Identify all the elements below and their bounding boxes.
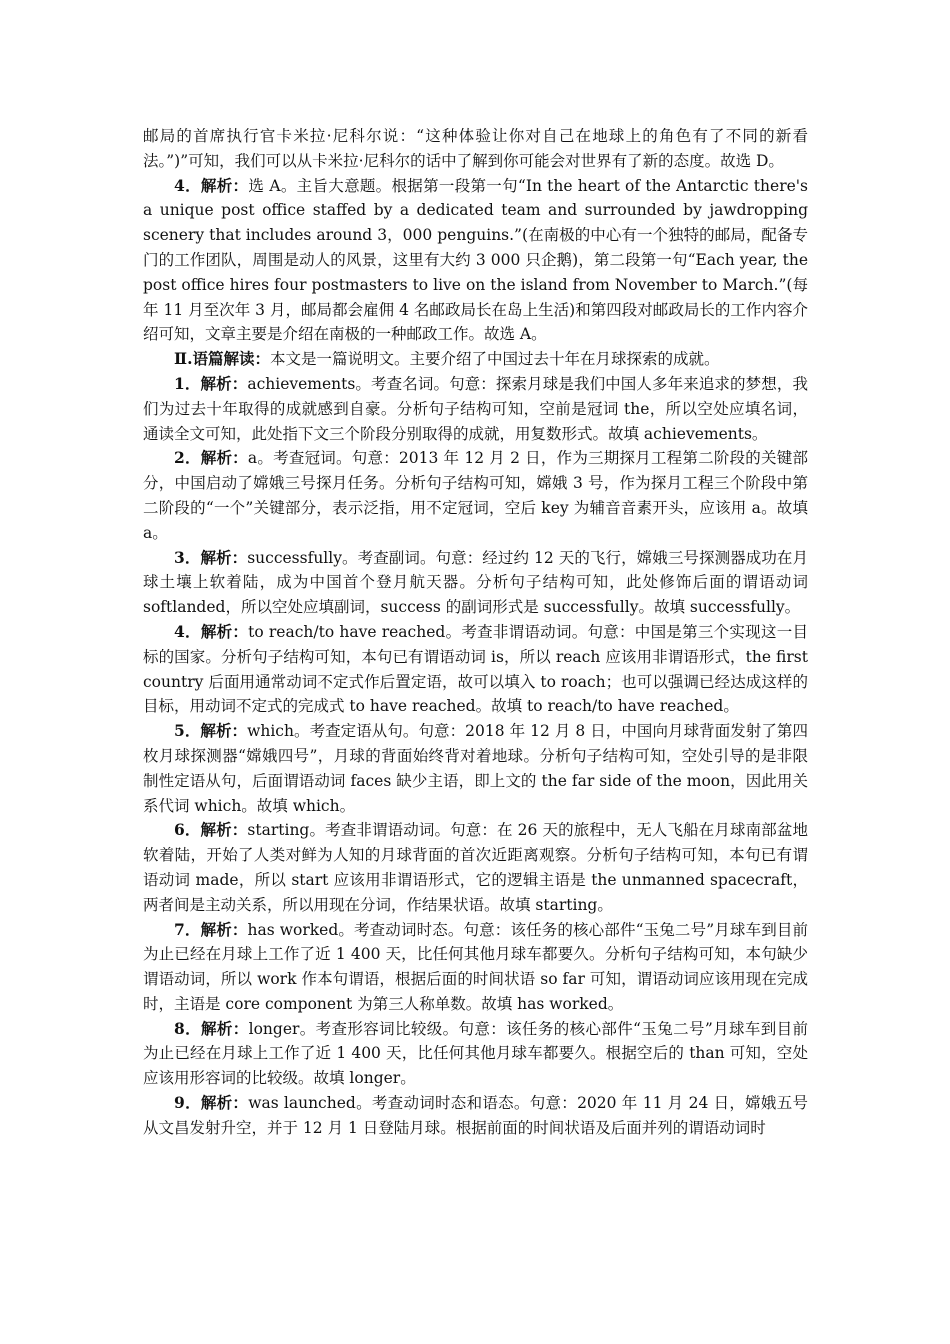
paragraph-text: 本文是一篇说明文。主要介绍了中国过去十年在月球探索的成就。 [269,350,720,369]
paragraph-5 [143,446,808,545]
paragraph-label: 4．解析： [174,621,249,641]
paragraph-text: starting。考查非谓语动词。句意：在 26 天的旅程中，无人飞船在月球南部盆地软着陆，开始了人类对鲜为人知的月球背面的首次近距离观察。分析句子结构可知，本句已有谓语动词 made，所以 start 应该用非谓语形式，它的逻辑主语是 the unmanned spacecraft，两者间是主动关系，所以用现在分词，作结果状语。故填 starting。 [143,821,808,914]
paragraph-label: 1．解析： [174,373,248,393]
paragraph-label: 2．解析： [174,448,248,468]
paragraph-text: longer。考查形容词比较级。句意：该任务的核心部件“玉兔二号”月球车到目前为止已经在月球上工作了近 1 400 天，比任何其他月球车都要久。根据空后的 than 可知，空处应该用形容词的比较级。故填 longer。 [143,1019,808,1088]
paragraph-10 [143,918,808,1017]
paragraph-text: achievements。考查名词。句意：探索月球是我们中国人多年来追求的梦想，我们为过去十年取得的成就感到自豪。分析句子结构可知，空前是冠词 the，所以空处应填名词，通读全文可知，此处指下文三个阶段分别取得的成就，用复数形式。故填 achievements。 [143,374,808,443]
paragraph-label: 4．解析： [174,175,249,195]
paragraph-12 [143,1091,808,1141]
paragraph-6 [143,546,808,620]
paragraph-1 [143,124,808,174]
paragraph-label: Ⅱ.语篇解读： [174,349,270,369]
paragraph-text: 邮局的首席执行官卡米拉·尼科尔说：“这种体验让你对自己在地球上的角色有了不同的新看法。”)”可知，我们可以从卡米拉·尼科尔的话中了解到你可能会对世界有了新的态度。故选 D。 [143,127,808,170]
paragraph-text: to reach/to have reached。考查非谓语动词。句意：中国是第三个实现这一目标的国家。分析句子结构可知，本句已有谓语动词 is，所以 reach 应该用非谓语形式，the first country 后面用通常动词不定式作后置定语，故可以填入 to roach；也可以强调已经达成这样的目标，用动词不定式的完成式 to have reached。故填 to reach/to have reached。 [143,622,808,716]
paragraph-text: was launched。考查动词时态和语态。句意：2020 年 11 月 24 日，嫦娥五号从文昌发射升空，并于 12 月 1 日登陆月球。根据前面的时间状语及后面并列的谓语动词时 [143,1094,809,1137]
paragraph-text: successfully。考查副词。句意：经过约 12 天的飞行，嫦娥三号探测器成功在月球土壤上软着陆，成为中国首个登月航天器。分析句子结构可知，此处修饰后面的谓语动词 softlanded，所以空处应填副词，success 的副词形式是 successfully。故填 successfully。 [143,548,808,617]
paragraph-3 [143,347,808,372]
paragraph-label: 3．解析： [174,547,248,567]
paragraph-7 [143,620,808,719]
paragraph-text: 选 A。主旨大意题。根据第一段第一句“In the heart of the Antarctic there's a unique post office staffed by a dedicated team and surrounded by jawdropping scenery that includes around 3，000 penguins.”(在南极的中心有一个独特的邮局，配备专门的工作团队，周围是动人的风景，这里有大约 3 000 只企鹅)，第二段第一句“Each year, the post office hires four postmasters to live on the island from November to March.”(每年 11 月至次年 3 月，邮局都会雇佣 4 名邮政局长在岛上生活)和第四段对邮政局长的工作内容介绍可知，文章主要是介绍在南极的一种邮政工作。故选 A。 [143,176,808,344]
paragraph-8 [143,719,808,818]
paragraph-label: 5．解析： [174,721,248,741]
paragraph-text: which。考查定语从句。句意：2018 年 12 月 8 日，中国向月球背面发射了第四枚月球探测器“嫦娥四号”，月球的背面始终背对着地球。分析句子结构可知，空处引导的是非限制性定语从句，后面谓语动词 faces 缺少主语，即上文的 the far side of the moon，因此用关系代词 which。故填 which。 [143,722,808,815]
paragraph-label: 8．解析： [174,1018,249,1038]
paragraph-9 [143,818,808,917]
paragraph-4 [143,372,808,446]
document-page [143,124,808,1141]
paragraph-label: 9．解析： [174,1093,249,1113]
paragraph-label: 7．解析： [174,919,248,939]
paragraph-11 [143,1017,808,1091]
paragraph-label: 6．解析： [174,820,248,840]
paragraph-text: a。考查冠词。句意：2013 年 12 月 2 日，作为三期探月工程第二阶段的关键部分，中国启动了嫦娥三号探月任务。分析句子结构可知，嫦娥 3 号，作为探月工程三个阶段中第二阶段的“一个”关键部分，表示泛指，用不定冠词，空后 key 为辅音音素开头，应该用 a。故填 a。 [143,449,808,542]
paragraph-text: has worked。考查动词时态。句意：该任务的核心部件“玉兔二号”月球车到目前为止已经在月球上工作了近 1 400 天，比任何其他月球车都要久。分析句子结构可知，本句缺少谓语动词，所以 work 作本句谓语，根据后面的时间状语 so far 可知，谓语动词应该用现在完成时，主语是 core component 为第三人称单数。故填 has worked。 [143,920,808,1013]
paragraph-2 [143,174,808,348]
